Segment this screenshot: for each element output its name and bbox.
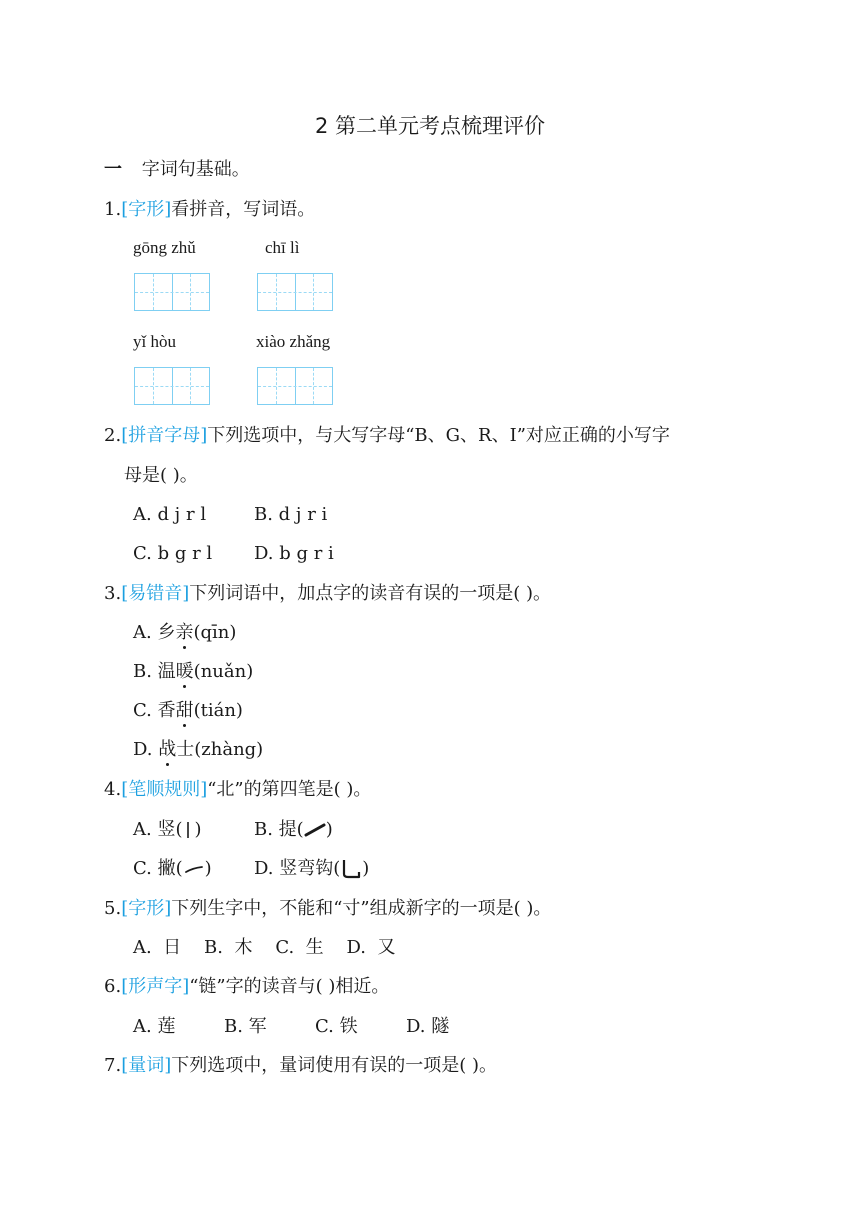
question-number: 4. [104,779,122,800]
writing-grid[interactable] [257,367,333,405]
option-label: C. 撇( [133,858,183,879]
writing-grid[interactable] [134,273,210,311]
option-pinyin: (qīn) [193,622,237,643]
page-title: 2 第二单元考点梳理评价 [314,114,546,138]
question-tag: [量词] [121,1055,172,1076]
option-label: A. 竖( [133,819,183,840]
option-b[interactable] [254,818,333,842]
dotted-character: 亲 [175,622,194,643]
pinyin-label: yǐ hòu [133,332,176,351]
question-text: 下列生字中，不能和“寸”组成新字的一项是( )。 [171,898,552,919]
option-label: D. [133,739,159,760]
question-2 [104,424,670,448]
question-text: “链”字的读音与( )相近。 [189,976,390,997]
option-a[interactable] [133,621,236,645]
falling-stroke-icon [183,859,205,879]
question-tag: [形声字] [121,976,190,997]
question-tag: [字形] [121,199,172,220]
option-c[interactable]: C. b g r l [133,543,213,564]
option-b[interactable]: B. d j r i [254,504,328,525]
option-a[interactable] [133,818,202,842]
question-number: 5. [104,898,122,919]
question-number: 2. [104,425,122,446]
question-text-continued: 母是( )。 [124,465,198,486]
option-d[interactable] [254,857,369,881]
dotted-character: 甜 [175,700,194,721]
question-tag: [拼音字母] [121,425,208,446]
question-tag: [笔顺规则] [121,779,208,800]
option-c[interactable] [133,699,243,723]
question-text: 下列选项中，与大写字母“B、G、R、I”对应正确的小写字 [207,425,670,446]
question-text: 下列词语中，加点字的读音有误的一项是( )。 [189,583,551,604]
option-close: ) [362,858,370,879]
option-label: B. 提( [254,819,304,840]
option-pinyin: 士(zhàng) [176,739,264,760]
question-number: 1. [104,199,122,220]
option-label: B. 温 [133,661,176,682]
option-c[interactable] [133,857,212,881]
pinyin-label: chī lì [265,238,300,257]
option-pinyin: (nuǎn) [193,661,254,682]
question-6 [104,975,389,999]
options-row[interactable]: A. 日 B. 木 C. 生 D. 又 [133,937,396,958]
section-heading [104,158,250,182]
question-number: 3. [104,583,122,604]
option-a[interactable]: A. 莲 [133,1016,176,1037]
question-5 [104,897,551,921]
option-a[interactable]: A. d j r l [133,504,207,525]
question-text: “北”的第四笔是( )。 [207,779,372,800]
option-label: D. 竖弯钩( [254,858,341,879]
vertical-bend-hook-stroke-icon [340,858,362,880]
question-7 [104,1054,497,1078]
option-close: ) [194,819,202,840]
writing-grid[interactable] [134,367,210,405]
question-3 [104,582,551,606]
option-d[interactable]: D. 隧 [406,1016,450,1037]
option-b[interactable] [133,660,253,684]
section-label: 字词句基础。 [141,159,250,180]
question-text: 看拼音，写词语。 [171,199,316,220]
question-tag: [易错音] [121,583,190,604]
question-4 [104,778,371,802]
option-pinyin: (tián) [193,700,243,721]
question-text: 下列选项中，量词使用有误的一项是( )。 [171,1055,497,1076]
question-number: 6. [104,976,122,997]
option-close: ) [204,858,212,879]
rising-stroke-icon [304,820,326,840]
option-c[interactable]: C. 铁 [315,1016,358,1037]
pinyin-label: gōng zhǔ [133,238,196,257]
question-tag: [字形] [121,898,172,919]
pinyin-label: xiào zhǎng [256,332,331,351]
option-b[interactable]: B. 军 [224,1016,267,1037]
section-marker: 一 [104,159,122,180]
option-d[interactable] [133,738,263,762]
writing-grid[interactable] [257,273,333,311]
option-close: ) [325,819,333,840]
option-label: A. 乡 [133,622,176,643]
option-label: C. 香 [133,700,176,721]
question-1 [104,198,315,222]
dotted-character: 战 [158,739,177,760]
vertical-stroke-icon [182,820,194,840]
option-d[interactable]: D. b g r i [254,543,334,564]
dotted-character: 暖 [175,661,194,682]
question-number: 7. [104,1055,122,1076]
